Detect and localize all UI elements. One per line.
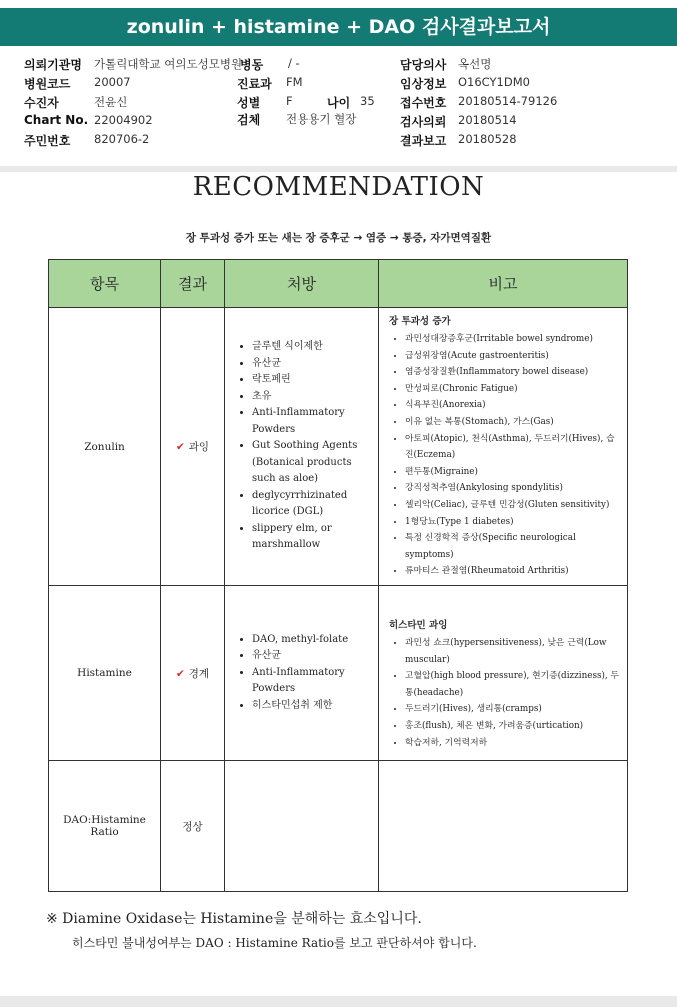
recommendation-table — [48, 259, 628, 892]
prescription-list — [226, 632, 377, 715]
ward-value: / - — [288, 56, 300, 70]
header-note: 비고 — [379, 260, 628, 308]
item-zonulin: Zonulin — [49, 308, 161, 586]
checkmark-icon: ✔ — [175, 667, 185, 680]
result-histamine: 경계 — [188, 667, 210, 680]
hospital-label: 의뢰기관명 — [24, 58, 82, 72]
list-item: • deglycyrrhizinated licorice (DGL) — [252, 488, 377, 521]
specimen-label: 검체 — [237, 113, 261, 127]
list-item: • 홍조(flush), 체온 변화, 가려움증(urtication) — [405, 718, 623, 735]
list-item: • 글루텐 식이제한 — [252, 339, 377, 356]
header-item: 항목 — [49, 260, 161, 308]
list-item: • 두드러기(Hives), 생리통(cramps) — [405, 701, 623, 718]
note-list — [389, 331, 623, 580]
receipt-label: 접수번호 — [400, 96, 447, 110]
patient-info-section — [0, 48, 677, 172]
prescription-cell — [225, 308, 379, 586]
list-item: • 아토피(Atopic), 천식(Asthma), 두드러기(Hives), 습진(Eczema) — [405, 431, 623, 464]
result-cell — [161, 586, 225, 761]
code-value: 20007 — [94, 75, 131, 89]
specimen-value: 전용용기 혈장 — [286, 112, 357, 126]
receipt-value: 20180514-79126 — [458, 94, 558, 108]
header-prescription: 처방 — [225, 260, 379, 308]
recommendation-subtitle: 장 투과성 증가 또는 새는 장 증후군 → 염증 → 통증, 자가면역질환 — [185, 232, 492, 244]
patient-label: 수진자 — [24, 96, 59, 110]
resident-value: 820706-2 — [94, 132, 150, 146]
report-value: 20180528 — [458, 132, 517, 146]
chart-label: Chart No. — [24, 113, 89, 127]
dept-label: 진료과 — [237, 77, 272, 91]
note-heading: 히스타민 과잉 — [389, 620, 448, 631]
list-item: • 고혈압(high blood pressure), 현기증(dizziness), 두통(headache) — [405, 668, 623, 701]
footer-subnote: 히스타민 불내성여부는 DAO : Histamine Ratio를 보고 판단하셔야 합니다. — [72, 936, 477, 950]
result-cell — [161, 308, 225, 586]
list-item: • 락토페린 — [252, 372, 377, 389]
list-item: • 과민성 쇼크(hypersensitiveness), 낮은 근력(Low muscular) — [405, 635, 623, 668]
top-strip — [0, 0, 677, 6]
request-label: 검사의뢰 — [400, 115, 447, 129]
doctor-value: 옥선명 — [458, 57, 492, 71]
chart-value: 22004902 — [94, 113, 153, 127]
list-item: • 히스타민섭취 제한 — [252, 698, 377, 715]
clinical-label: 임상정보 — [400, 77, 447, 91]
item-dao-ratio: DAO:Histamine Ratio — [49, 761, 161, 892]
request-value: 20180514 — [458, 113, 517, 127]
list-item: • 이유 없는 복통(Stomach), 가스(Gas) — [405, 414, 623, 431]
footer-note: ※ Diamine Oxidase는 Histamine을 분해하는 효소입니다. — [46, 911, 422, 927]
bottom-strip — [0, 996, 677, 1007]
clinical-value: O16CY1DM0 — [458, 75, 530, 89]
table-row-histamine — [49, 586, 628, 761]
sex-label: 성별 — [237, 96, 261, 110]
age-value: 35 — [360, 94, 375, 108]
list-item: • 식욕부진(Anorexia) — [405, 397, 623, 414]
list-item: • 유산균 — [252, 648, 377, 665]
header-result: 결과 — [161, 260, 225, 308]
sex-value: F — [286, 94, 293, 108]
list-item: • 급성위장염(Acute gastroenteritis) — [405, 348, 623, 365]
note-cell — [379, 586, 628, 761]
prescription-list — [226, 339, 377, 554]
item-histamine: Histamine — [49, 586, 161, 761]
prescription-cell — [225, 761, 379, 892]
list-item: • slippery elm, or marshmallow — [252, 521, 377, 554]
list-item: • 초유 — [252, 389, 377, 406]
list-item: • 과민성대장증후군(Irritable bowel syndrome) — [405, 331, 623, 348]
list-item: • Gut Soothing Agents (Botanical products such as aloe) — [252, 438, 377, 488]
report-label: 결과보고 — [400, 134, 447, 148]
ward-label: 병동 — [240, 58, 264, 72]
list-item: • Anti-Inflammatory Powders — [252, 665, 377, 698]
recommendation-title: RECOMMENDATION — [192, 172, 485, 202]
result-zonulin: 과잉 — [188, 441, 210, 453]
table-header-row — [49, 260, 628, 308]
dept-value: FM — [286, 75, 303, 89]
list-item: • 편두통(Migraine) — [405, 464, 623, 481]
result-dao-ratio: 정상 — [161, 761, 225, 892]
doctor-label: 담당의사 — [400, 58, 447, 72]
list-item: • 셀리악(Celiac), 글루텐 민감성(Gluten sensitivity) — [405, 497, 623, 514]
list-item: • 학습저하, 기억력저하 — [405, 735, 623, 752]
prescription-cell — [225, 586, 379, 761]
list-item: • 강직성척추염(Ankylosing spondylitis) — [405, 480, 623, 497]
list-item: • Anti-Inflammatory Powders — [252, 405, 377, 438]
report-title: zonulin + histamine + DAO 검사결과보고서 — [0, 8, 677, 46]
note-list — [389, 635, 623, 751]
list-item: • 염증성장질환(Inflammatory bowel disease) — [405, 364, 623, 381]
note-heading: 장 투과성 증가 — [389, 316, 451, 327]
note-cell — [379, 761, 628, 892]
patient-value: 전윤신 — [94, 95, 128, 109]
list-item: • DAO, methyl-folate — [252, 632, 377, 649]
list-item: • 특정 신경학적 증상(Specific neurological symptoms) — [405, 530, 623, 563]
table-row-zonulin — [49, 308, 628, 586]
note-cell — [379, 308, 628, 586]
list-item: • 만성피로(Chronic Fatigue) — [405, 381, 623, 398]
checkmark-icon: ✔ — [175, 441, 185, 453]
table-row-dao-ratio — [49, 761, 628, 892]
list-item: • 1형당뇨(Type 1 diabetes) — [405, 514, 623, 531]
list-item: • 류마티스 관절염(Rheumatoid Arthritis) — [405, 563, 623, 580]
hospital-value: 가톨릭대학교 여의도성모병원 — [94, 57, 243, 71]
age-label: 나이 — [327, 96, 351, 110]
code-label: 병원코드 — [24, 77, 71, 91]
resident-label: 주민번호 — [24, 134, 71, 148]
list-item: • 유산균 — [252, 356, 377, 373]
